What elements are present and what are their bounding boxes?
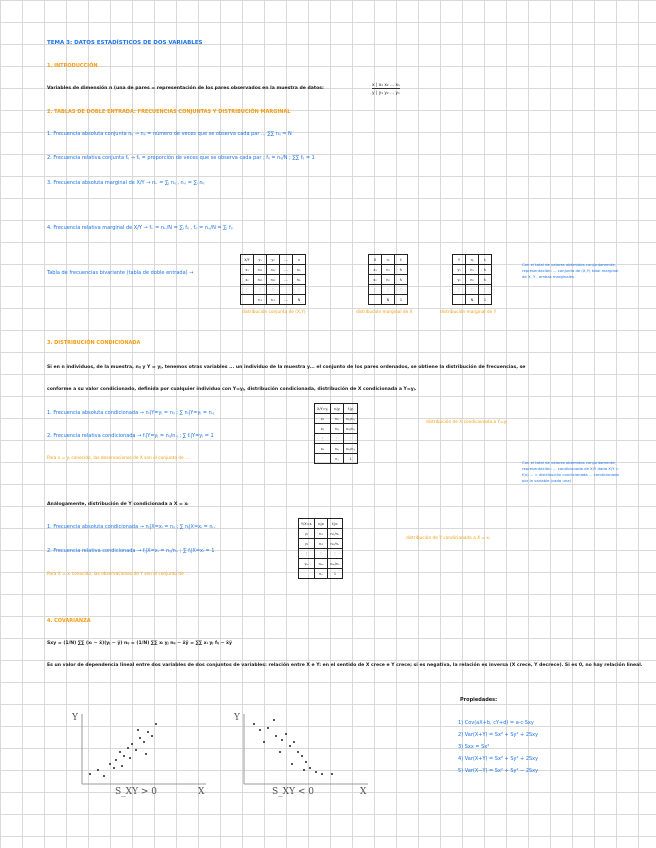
section-1-heading: 1. INTRODUCCIÓN [47,63,98,69]
plot1-label: S_XY > 0 [115,787,158,797]
covariance-formula: Sxy = (1/N) ∑∑ (xᵢ − x̄)(yⱼ − ȳ) nᵢⱼ = (1/N) ∑∑ xᵢ yⱼ nᵢⱼ − x̄ȳ = ∑∑ xᵢ yⱼ fᵢⱼ − x̄ȳ [47,641,232,646]
s2-line-1: 1. Frecuencia absoluta conjunta nᵢⱼ → nᵢⱼ = número de veces que se observa cada par ... ∑∑ nᵢⱼ = N [47,131,292,137]
caption-joint: distribución conjunta de (X,Y) [242,310,306,315]
mini-table-row-1: x | x₁ x₂ ... xₙ [372,83,400,88]
s3-paragraph-2: conforme a su valor condicionado, definida por cualquier individuo con Y=yⱼ, distribución condicionada, distribución de X condicionada a Y=yⱼ. [47,387,417,392]
plot2-x-axis-label: X [360,787,367,797]
joint-table: X/Y y₁ y₂ … n x₁ n₁₁ n₁₂ … n₁. x₂ n₂₁ n₂₂ … n₂. ⋮ ⋮ ⋮ ⋮ n.₁ n.₂ … N [240,254,306,305]
s2-line-4: 4. Frecuencia relativa marginal de X/Y → fᵢ. = nᵢ./N = ∑ⱼ fᵢⱼ , f.ⱼ = n.ⱼ/N = ∑ᵢ fᵢⱼ [47,225,233,231]
section-1-text: Variables de dimensión n (una de pares = representación de los pares observados en la muestra de datos: [47,86,324,91]
s3a-footnote: Para x = yⱼ conocido, las observaciones de X son el conjunto de ... [47,456,190,461]
plot2-y-axis-label: Y [234,713,240,723]
s3b-footnote: Para X = xᵢ conocido, las observaciones de Y son el conjunto de ... [47,572,190,577]
caption-marginal-y: distribución marginal de Y [440,310,497,315]
page-title: TEMA 3: DATOS ESTADÍSTICOS DE DOS VARIABLES [47,40,203,46]
plot1-x-axis-label: X [198,787,205,797]
s2-side-note: Con el total de valores obtenidos conjuntamente, representación: ... conjunta de (X,Y) total marginal de X, Y , ambas marginales [522,262,619,279]
scatter-positive [70,708,210,798]
caption-marginal-x: distribución marginal de X [356,310,413,315]
caption-conditional-y: distribución de Y condicionada a X = xᵢ [406,536,490,541]
property-5: 5) Var(X−Y) = Sx² + Sy² − 2Sxy [458,768,539,774]
section-3-heading: 3. DISTRIBUCIÓN CONDICIONADA [47,340,141,346]
marginal-x-table: X nᵢ fᵢ x₁ n₁ f₁ x₂ n₂ f₂ ⋮ ⋮ ⋮ N 1 [368,254,408,305]
plot1-y-axis-label: Y [72,713,78,723]
mini-table-row-2: y | y₁ y₂ ... yₙ [372,91,400,96]
scatter-negative [232,708,372,798]
s3b-line-1: 1. Frecuencia absoluta condicionada → nⱼ|X=xᵢ = nᵢⱼ ; ∑ nⱼ|X=xᵢ = nᵢ. [47,524,216,530]
covariance-text: Es un valor de dependencia lineal entre dos variables de dos conjuntos de variables: relación entre X e Y: en el sentido de X crece e Y crece; si es negativa, la relación es inversa (X crece, Y decrece). Si es 0, no hay relación lineal. [47,663,643,668]
s3b-line-2: 2. Frecuencia relativa condicionada → fⱼ|X=xᵢ = nᵢⱼ/nᵢ. ; ∑ fⱼ|X=xᵢ = 1 [47,548,215,554]
plot2-points [253,719,333,775]
table-label: Tabla de frecuencias bivariante (tabla de doble entrada) → [47,270,194,276]
property-2: 2) Var(X+Y) = Sx² + Sy² + 2Sxy [458,732,539,738]
marginal-y-table: Y nⱼ fⱼ y₁ n₁ f₁ y₂ n₂ f₂ ⋮ ⋮ ⋮ N 1 [452,254,492,305]
s3-paragraph-3: Análogamente, distribución de Y condicionada a X = xᵢ [47,502,189,507]
plot2-label: S_XY < 0 [272,787,315,797]
conditional-y-table: Y/X=xᵢ nⱼ|xᵢ fⱼ|xᵢ y₁ nᵢ₁ nᵢ₁/nᵢ. y₂ nᵢ₂ nᵢ₂/nᵢ. ⋮ ⋮ ⋮ yₘ nᵢₘ nᵢₘ/nᵢ. nᵢ. 1 [298,518,343,579]
s3a-line-2: 2. Frecuencia relativa condicionada → fᵢ|Y=yⱼ = nᵢⱼ/n.ⱼ ; ∑ fᵢ|Y=yⱼ = 1 [47,433,214,439]
s3a-line-1: 1. Frecuencia absoluta condicionada → nᵢ|Y=yⱼ = nᵢⱼ ; ∑ nᵢ|Y=yⱼ = n.ⱼ [47,410,215,416]
conditional-x-table: X/Y=yⱼ nᵢ|yⱼ fᵢ|yⱼ x₁ n₁ⱼ n₁ⱼ/n.ⱼ x₂ n₂ⱼ n₂ⱼ/n.ⱼ ⋮ ⋮ ⋮ xₖ nₖⱼ nₖⱼ/n.ⱼ n.ⱼ 1 [314,403,358,464]
section-2-heading: 2. TABLAS DE DOBLE ENTRADA: FRECUENCIAS CONJUNTAS Y DISTRIBUCIÓN MARGINAL [47,109,291,115]
section-4-heading: 4. COVARIANZA [47,618,91,624]
s2-line-3: 3. Frecuencia absoluta marginal de X/Y → nᵢ. = ∑ⱼ nᵢⱼ , n.ⱼ = ∑ᵢ nᵢⱼ [47,180,205,186]
property-1: 1) Cov(aX+b, cY+d) = a·c·Sxy [458,720,534,726]
property-4: 4) Var(X+Y) = Sx² + Sy² + 2Sxy [458,756,539,762]
properties-title: Propiedades: [460,697,498,703]
property-3: 3) Sxx = Sx² [458,744,490,750]
s3-paragraph-1: Si en n individuos, de la muestra, nᵢⱼ y Y = yⱼ, tenemos otras variables ... un individuo de la muestra y... el conjunto de los pares ordenados, se obtiene la distribución de frecuencias, se [47,365,526,370]
plot1-points [89,723,157,777]
s3-side-note: Con el total de valores obtenidos conjuntamente, representación: ... condicionada de X/Y dada X/Y = f(x) ... = distribución condicionada ... condicionada por la variable (cada una) [522,460,619,483]
caption-conditional-x: distribución de X condicionada a Y=yⱼ [426,420,507,425]
s2-line-2: 2. Frecuencia relativa conjunta fᵢⱼ → fᵢⱼ = proporción de veces que se observa cada par ; fᵢⱼ = nᵢⱼ/N ; ∑∑ fᵢⱼ = 1 [47,155,315,161]
